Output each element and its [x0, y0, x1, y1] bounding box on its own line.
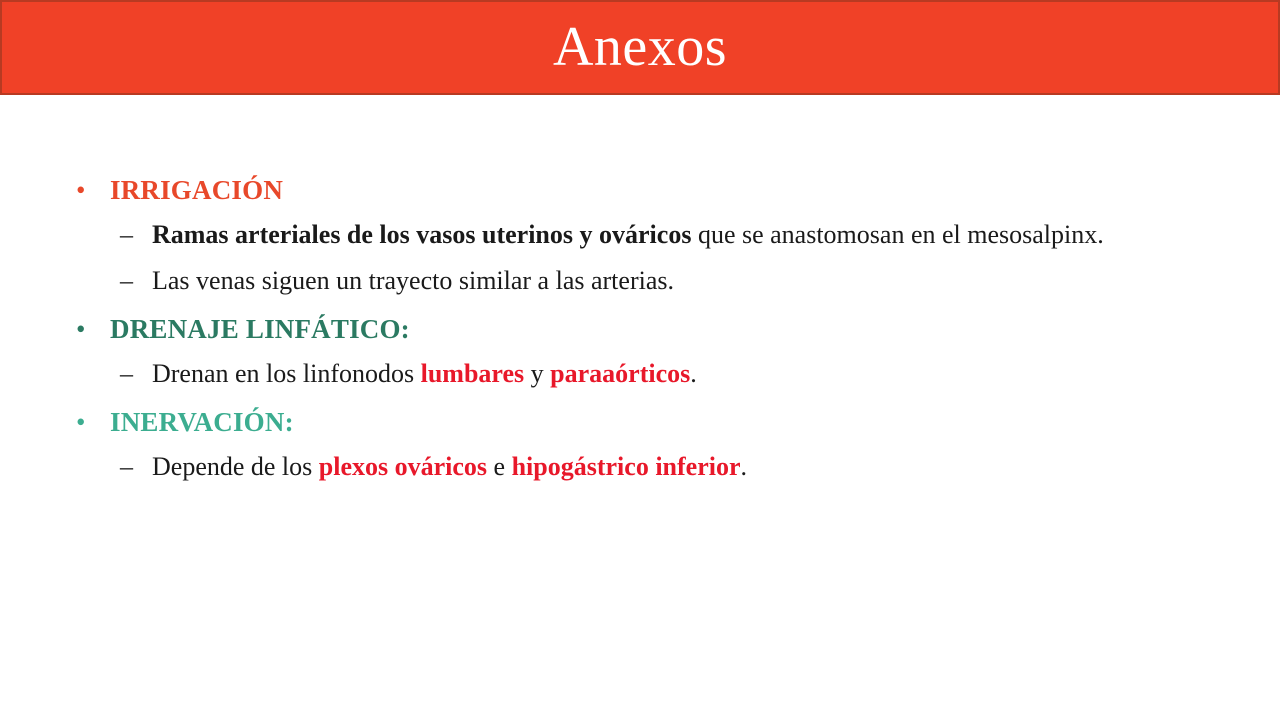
highlight-paraaorticos: paraaórticos — [550, 359, 691, 388]
highlight-lumbares: lumbares — [420, 359, 525, 388]
heading-inervacion — [76, 402, 1226, 442]
highlight-plexos-ovaricos: plexos ováricos — [318, 452, 488, 481]
item-text: . — [690, 359, 697, 388]
bullet-icon: • — [76, 314, 86, 344]
heading-irrigacion — [76, 170, 1226, 210]
item-text: y — [524, 359, 551, 388]
list-item-depende — [76, 449, 1226, 485]
heading-drenaje-linfatico — [76, 309, 1226, 349]
bullet-icon: • — [76, 175, 86, 205]
list-item-venas — [76, 263, 1226, 299]
list-item-ramas-arteriales — [76, 217, 1226, 253]
heading-text: IRRIGACIÓN — [110, 175, 284, 205]
item-text: e — [487, 452, 512, 481]
dash-icon: – — [120, 220, 133, 249]
item-text: Depende de los — [152, 452, 319, 481]
list-item-drenan — [76, 356, 1226, 392]
highlight-hipogastrico-inferior: hipogástrico inferior — [511, 452, 741, 481]
bold-lead: Ramas arteriales de los vasos uterinos y ováricos — [152, 220, 692, 249]
title-bar — [0, 0, 1280, 95]
bullet-icon: • — [76, 407, 86, 437]
item-text: Drenan en los linfonodos — [152, 359, 421, 388]
heading-text: INERVACIÓN: — [110, 407, 294, 437]
dash-icon: – — [120, 266, 133, 295]
item-text: Las venas siguen un trayecto similar a las arterias. — [152, 266, 674, 295]
dash-icon: – — [120, 452, 133, 481]
item-text: . — [740, 452, 748, 481]
slide-content — [76, 170, 1226, 495]
slide-title: Anexos — [552, 15, 728, 78]
dash-icon: – — [120, 359, 133, 388]
item-text: que se anastomosan en el mesosalpinx. — [691, 220, 1104, 249]
heading-text: DRENAJE LINFÁTICO: — [110, 314, 410, 344]
